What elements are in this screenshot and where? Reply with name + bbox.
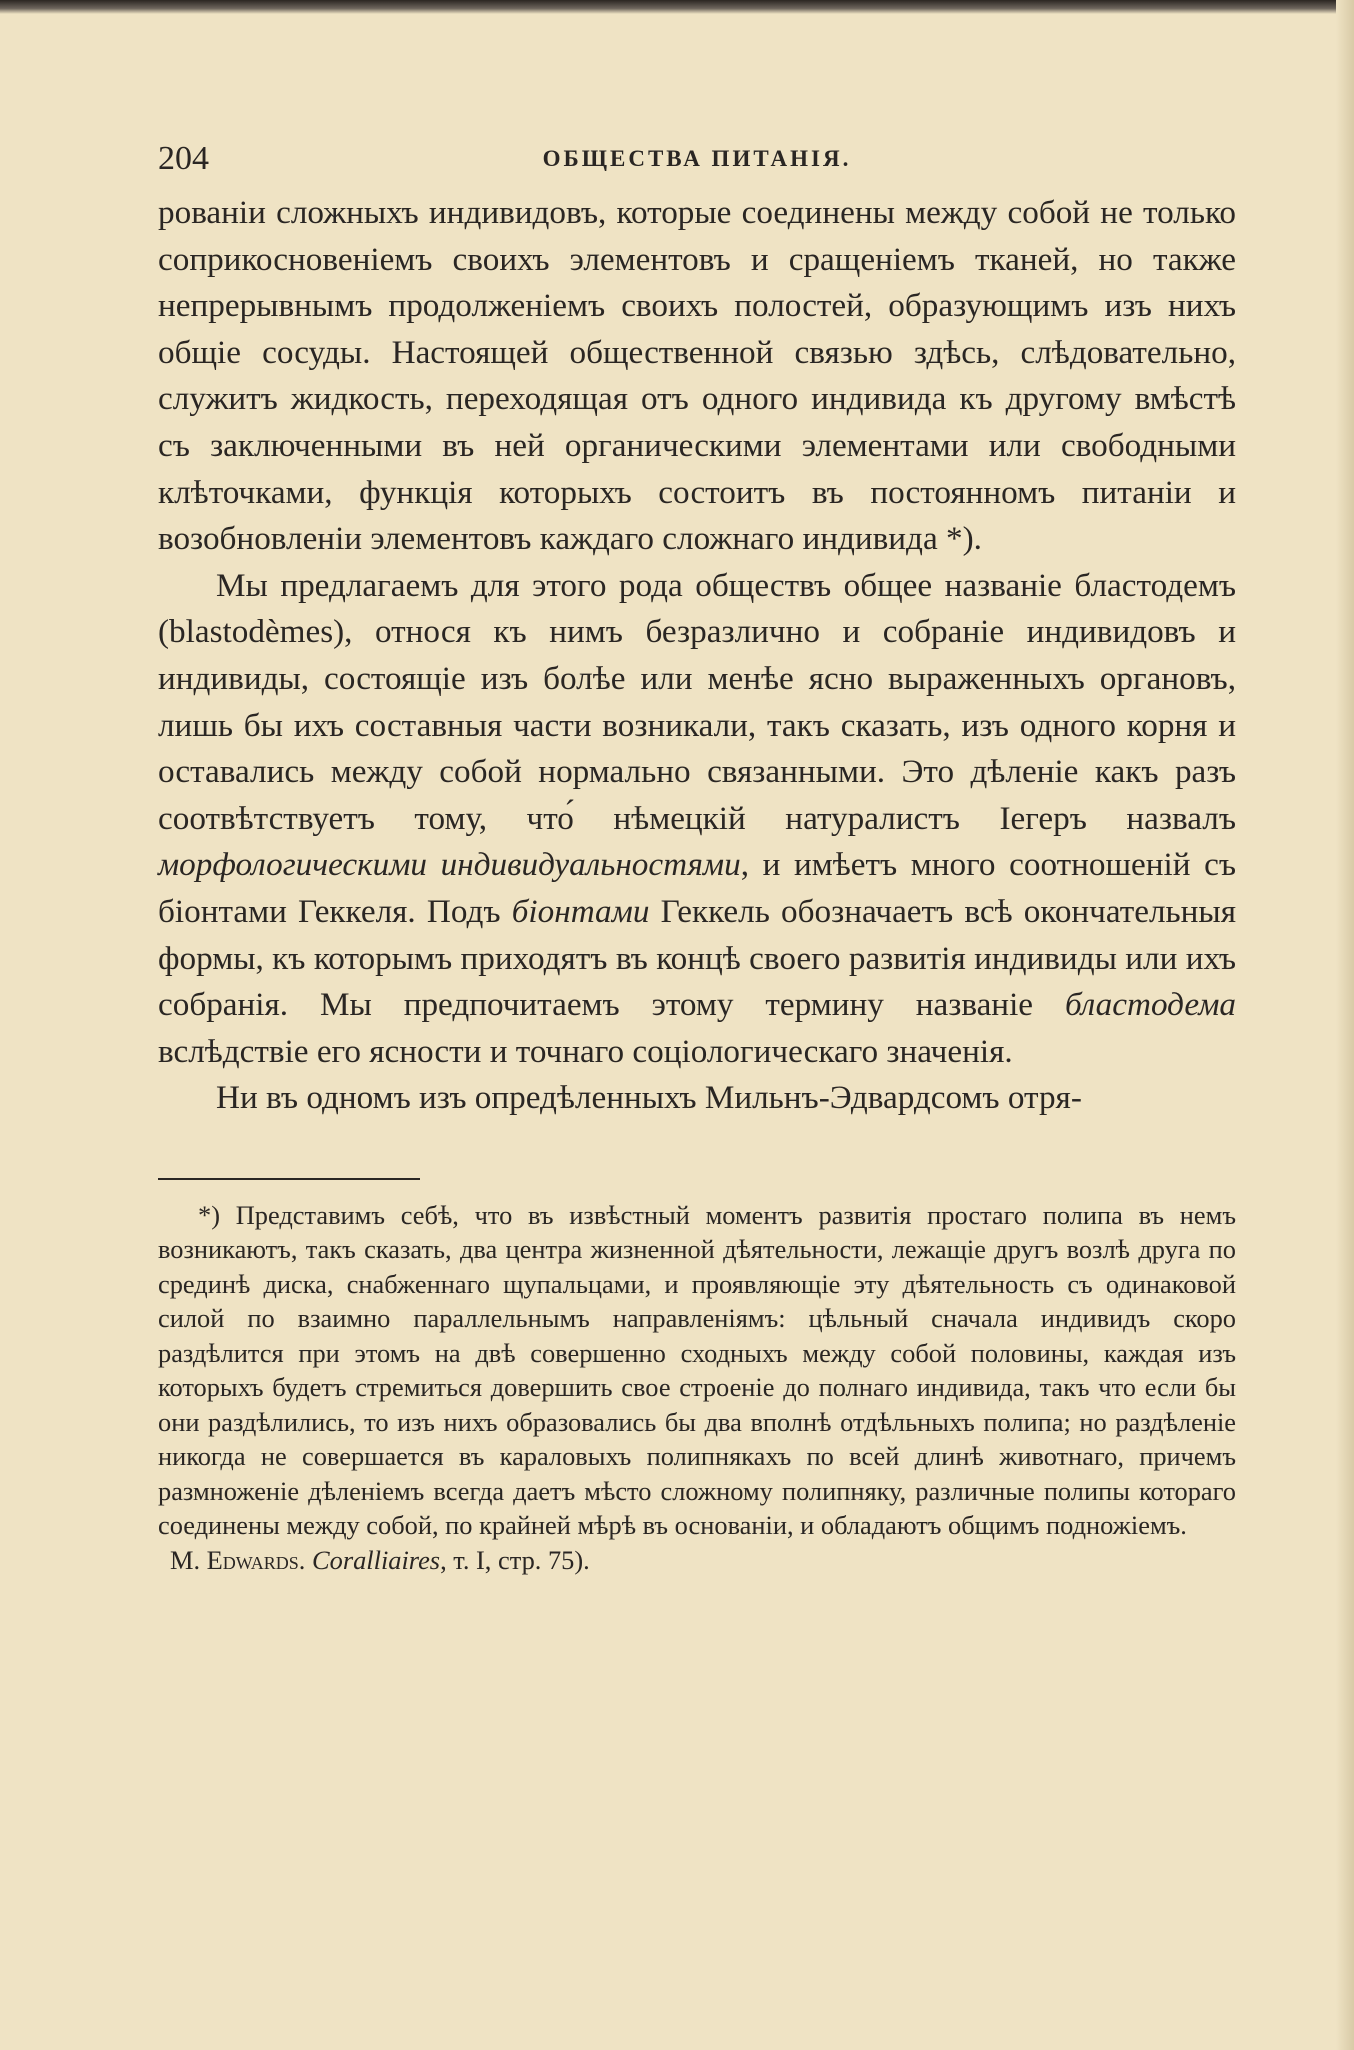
- page-top-edge: [0, 0, 1354, 14]
- footnote-source: [158, 1543, 1236, 1578]
- italic-term: бластодема: [1064, 986, 1236, 1024]
- footnote-source-prefix: M.: [170, 1544, 207, 1575]
- page-right-edge: [1336, 0, 1354, 2050]
- footnote-divider: [158, 1178, 420, 1180]
- italic-term: біонтами: [511, 892, 650, 930]
- footnote-text: *) Представимъ себѣ, что въ извѣстный моментъ развитія простаго полипа въ немъ возникаютъ, такъ сказать, два центра жизненной дѣятельности, лежащіе другъ возлѣ друга по срединѣ диска, снабженнаго щупальцами, и проявляющіе эту дѣятельность съ одинаковой силой по взаимно параллельнымъ направленіямъ: цѣльный сначала индивидъ скоро раздѣлится при этомъ на двѣ совершенно сходныхъ между собой половины, каждая изъ которыхъ будетъ стремиться довершить свое строеніе до полнаго индивида, такъ что если бы они раздѣлились, то изъ нихъ образовались бы два вполнѣ отдѣльныхъ полипа; но раздѣленіе никогда не совершается въ караловыхъ полипнякахъ по всей длинѣ животнаго, причемъ размноженіе дѣленіемъ всегда даетъ мѣсто сложному полипняку, различные полипы котораго соединены между собой, по крайней мѣрѣ въ основаніи, и обладаютъ общимъ подножіемъ.: [158, 1199, 1236, 1541]
- running-head: [158, 140, 1236, 190]
- body-paragraph: [158, 1075, 1236, 1122]
- text-run: , и имѣетъ много соотношеній съ біонтами Геккеля. Подъ: [158, 846, 1236, 930]
- text-run: Геккель обозначаетъ всѣ окончательныя формы, къ которымъ приходятъ въ концѣ своего развитія индивиды или ихъ собранія. Мы предпочитаемъ этому термину названіе: [158, 892, 1236, 1024]
- main-text: [158, 190, 1236, 1122]
- body-paragraph: [158, 190, 1236, 563]
- footnote-paragraph: [158, 1198, 1236, 1578]
- text-run: Мы предлагаемъ для этого рода обществъ общее названіе бластодемъ (blastodèmes), относя къ нимъ безразлично и собраніе индивидовъ и индивиды, состоящіе изъ болѣе или менѣе ясно выраженныхъ органовъ, лишь бы ихъ составныя части возникали, такъ сказать, изъ одного корня и оставались между собой нормально связанными. Это дѣленіе какъ разъ соотвѣтствуетъ тому, что́ нѣмецкій натуралистъ Іегеръ назвалъ: [158, 566, 1236, 837]
- page-number: 204: [158, 140, 209, 177]
- text-run: рованіи сложныхъ индивидовъ, которые соединены между собой не только соприкосновеніемъ своихъ элементовъ и сращеніемъ тканей, но также непрерывнымъ продолженіемъ своихъ полостей, образующимъ изъ нихъ общіе сосуды. Настоящей общественной связью здѣсь, слѣдовательно, служитъ жидкость, переходящая отъ одного индивида къ другому вмѣстѣ съ заключенными въ ней органическими элементами или свободными клѣточками, функція которыхъ состоитъ въ постоянномъ питаніи и возобновленіи элементовъ каждаго сложнаго индивида *).: [158, 194, 1236, 558]
- book-page: [158, 140, 1236, 1577]
- text-run: вслѣдствіе его ясности и точнаго соціологическаго значенія.: [158, 1032, 1013, 1070]
- text-run: Ни въ одномъ изъ опредѣленныхъ Мильнъ-Эдвардсомъ отря-: [216, 1079, 1082, 1117]
- italic-term: морфологическими индивидуальностями: [158, 846, 741, 884]
- footnote: [158, 1198, 1236, 1578]
- body-paragraph: [158, 563, 1236, 1076]
- footnote-source-title: Coralliaires: [312, 1544, 441, 1575]
- footnote-source-suffix: , т. I, стр. 75).: [440, 1544, 590, 1575]
- running-title: ОБЩЕСТВА ПИТАНІЯ.: [542, 146, 852, 171]
- footnote-source-author: Edwards.: [206, 1544, 306, 1575]
